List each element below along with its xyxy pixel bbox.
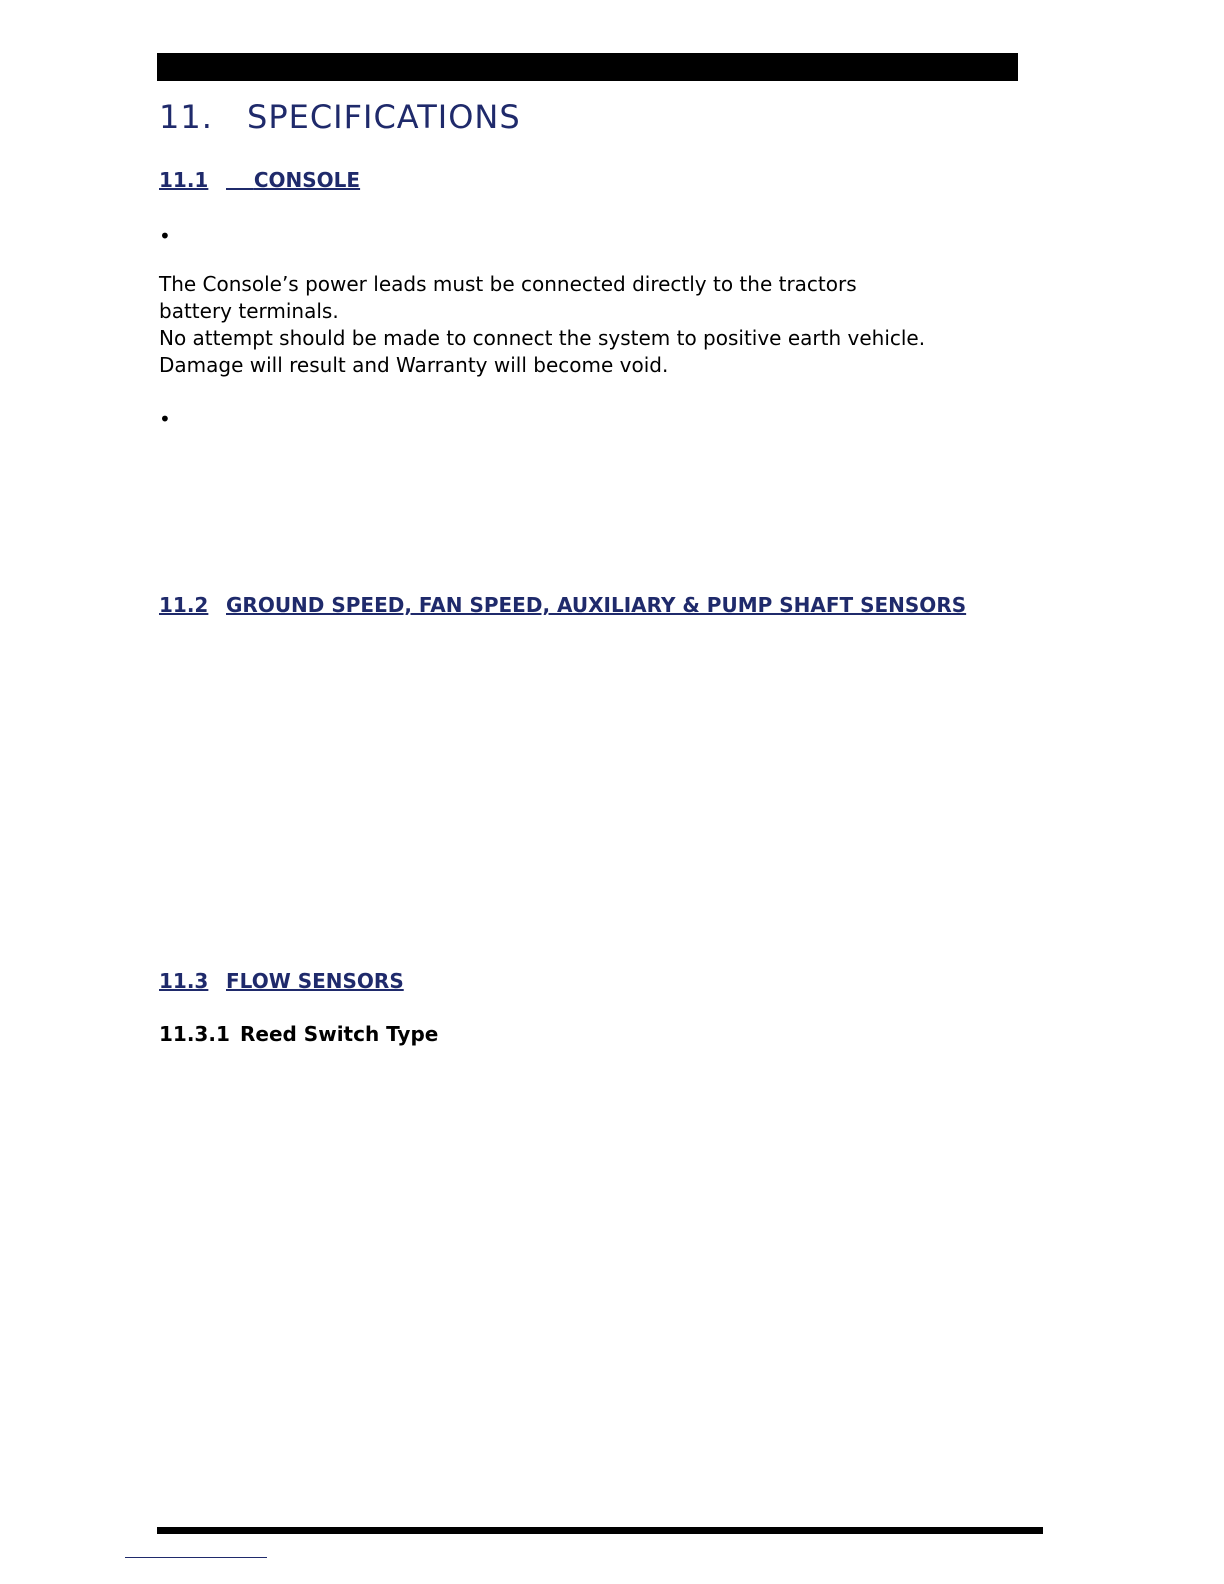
paragraph-line: Damage will result and Warranty will become void. <box>159 353 669 377</box>
paragraph-line: No attempt should be made to connect the system to positive earth vehicle. <box>159 326 926 350</box>
footer-underline <box>125 1557 267 1558</box>
section-title: FLOW SENSORS <box>226 969 404 993</box>
chapter-title <box>159 98 521 136</box>
subsection-heading-reed-switch <box>159 1022 438 1046</box>
section-heading-console <box>159 168 360 192</box>
bullet-point: • <box>159 407 171 431</box>
section-title: CONSOLE <box>253 168 361 192</box>
section-title: GROUND SPEED, FAN SPEED, AUXILIARY & PUMP SHAFT SENSORS <box>226 593 967 617</box>
section-number: 11.1 <box>159 168 209 192</box>
section-heading-flow-sensors <box>159 969 404 993</box>
console-power-warning <box>159 271 1019 379</box>
paragraph-line: The Console’s power leads must be connected directly to the tractors <box>159 272 857 296</box>
bullet-point: • <box>159 224 171 248</box>
paragraph-line: battery terminals. <box>159 299 339 323</box>
section-number: 11.3 <box>159 969 209 993</box>
section-number: 11.2 <box>159 593 209 617</box>
header-rule <box>157 53 1018 81</box>
chapter-number: 11. <box>159 98 213 136</box>
section-heading-sensors <box>159 593 966 617</box>
subsection-number: 11.3.1 <box>159 1022 230 1046</box>
chapter-title-text: SPECIFICATIONS <box>247 98 521 136</box>
subsection-title: Reed Switch Type <box>240 1022 439 1046</box>
footer-rule <box>157 1527 1043 1534</box>
